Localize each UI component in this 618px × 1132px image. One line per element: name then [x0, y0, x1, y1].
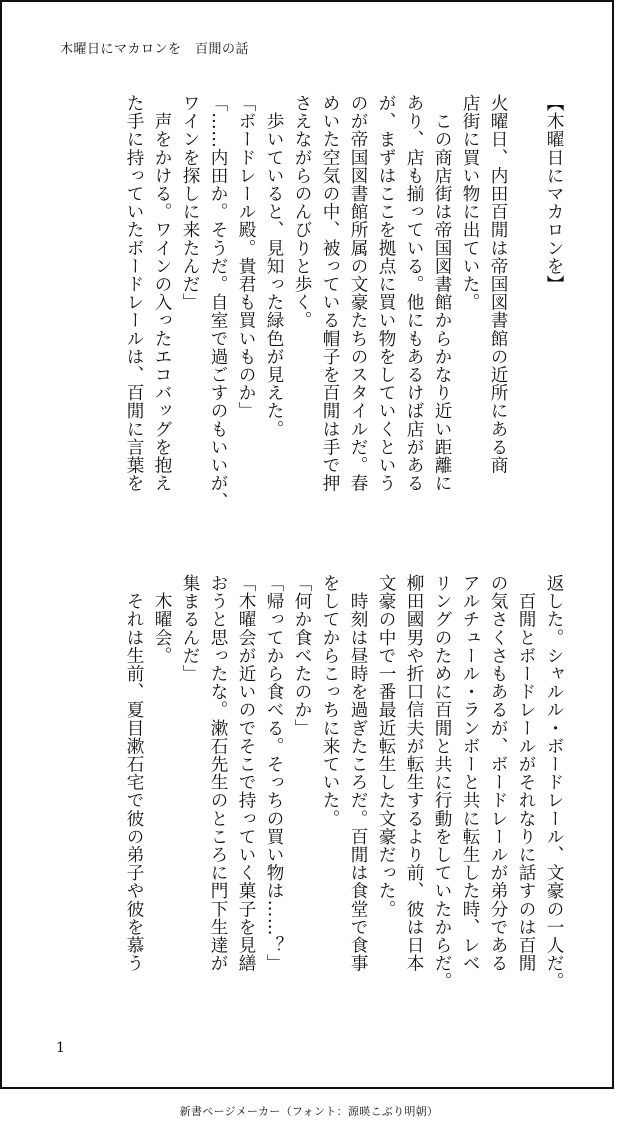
- running-header-title: 木曜日にマカロンを 百閒の話: [60, 42, 250, 57]
- text-line: おうと思ったな。漱石先生のところに門下生達が: [208, 574, 228, 973]
- text-line: 歩いていると、見知った緑色が見えた。: [264, 94, 284, 438]
- text-line: 「木曜会が近いのでそこで持っていく菓子を見繕: [236, 574, 256, 973]
- text-line: た手に持っていたボードレールは、百閒に言葉を: [124, 94, 144, 493]
- page-number: 1: [56, 1040, 65, 1056]
- text-line: 「ボードレール殿。貴君も買いものか」: [236, 94, 256, 420]
- text-line: めいた空気の中、被っている帽子を百閒は手で押: [320, 94, 340, 493]
- text-line: の気さくさもあるが、ボードレールが弟分である: [488, 574, 508, 973]
- text-line: 店街に買い物に出ていた。: [460, 94, 480, 312]
- text-line: リングのために百閒と共に行動をしていたからだ。: [432, 574, 452, 991]
- text-line: 集まるんだ」: [180, 574, 200, 683]
- text-line: [512, 94, 540, 514]
- text-line: 返した。シャルル・ボードレール、文豪の一人だ。: [544, 574, 564, 991]
- text-line: 文豪の中で一番最近転生した文豪だった。: [376, 574, 396, 918]
- text-line: 「……内田か。そうだ。自室で過ごすのもいいが、: [208, 94, 228, 511]
- text-line: 火曜日、内田百閒は帝国図書館の近所にある商: [488, 94, 508, 475]
- text-line: をしてからこっちに来ていた。: [320, 574, 340, 828]
- text-line: 時刻は昼時を過ぎたころだ。百閒は食堂で食事: [348, 574, 368, 973]
- text-line: 柳田國男や折口信夫が転生するより前、彼は日本: [404, 574, 424, 973]
- text-line: が、まずはここを拠点に買い物をしていくという: [376, 94, 396, 493]
- text-line: あり、店も揃っている。他にもあるけば店がある: [404, 94, 424, 493]
- text-line: 百閒とボードレールがそれなりに話すのは百閒: [516, 574, 536, 973]
- text-block-bottom: [48, 574, 568, 998]
- text-line: ワインを探しに来たんだ」: [180, 94, 200, 312]
- text-line: 木曜会。: [152, 574, 172, 665]
- text-line: 「帰ってから食べる。そっちの買い物は……？」: [264, 574, 284, 973]
- text-line: それは生前、夏目漱石宅で彼の弟子や彼を慕う: [124, 574, 144, 973]
- chapter-heading: 【木曜日にマカロンを】: [544, 94, 564, 294]
- text-line: 「何か食べたのか」: [292, 574, 312, 737]
- text-line: アルチュール・ランボーと共に転生した時、レベ: [460, 574, 480, 973]
- text-block-top: [48, 94, 568, 514]
- text-line: 声をかける。ワインの入ったエコバッグを抱え: [152, 94, 172, 493]
- text-line: この商店街は帝国図書館からかなり近い距離に: [432, 94, 452, 493]
- footer-credit: 新書ページメーカー（フォント：源暎こぶり明朝）: [179, 1105, 439, 1118]
- text-line: のが帝国図書館所属の文豪たちのスタイルだ。春: [348, 94, 368, 493]
- text-line: さえながらのんびりと歩く。: [292, 94, 312, 330]
